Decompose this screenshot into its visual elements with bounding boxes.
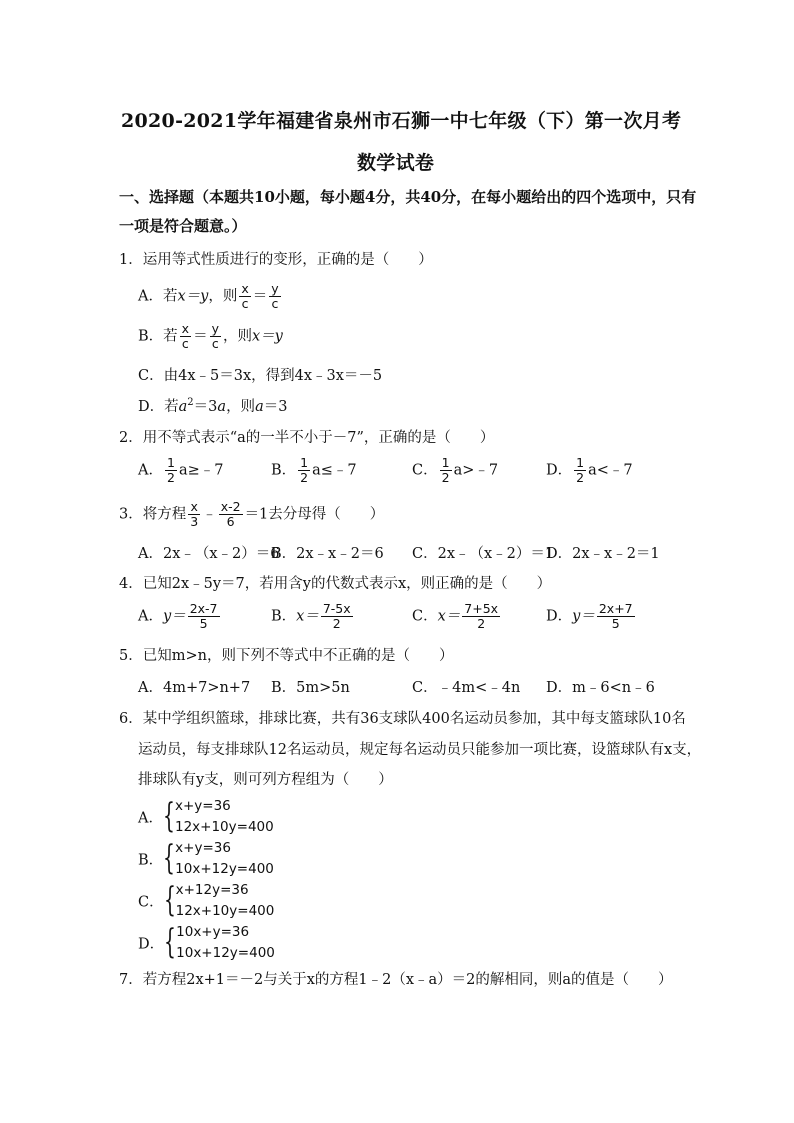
text: ＝3 xyxy=(193,399,218,415)
denominator: 2 xyxy=(332,615,341,631)
minus-sign: ﹣ xyxy=(202,506,217,523)
fraction xyxy=(597,602,635,631)
question-7-stem: 7．若方程2x+1＝－2与关于x的方程1﹣2（x﹣a）＝2的解相同，则a的值是（ ） xyxy=(119,972,673,988)
option-label: D． xyxy=(546,462,573,479)
option-label: C． xyxy=(138,894,164,911)
denominator: c xyxy=(211,335,219,351)
text: ＝1去分母得（ ） xyxy=(244,506,385,523)
document-title-line1: 2020-2021学年福建省泉州市石狮一中七年级（下）第一次月考 xyxy=(121,110,682,132)
question-6-line2: 运动员，每支排球队12名运动员，规定每名运动员只能参加一项比赛，设篮球队有x支， xyxy=(138,742,702,758)
equation: 10x+y=36 xyxy=(176,924,250,940)
denominator: 5 xyxy=(199,615,208,631)
denominator: 5 xyxy=(611,615,620,631)
equation: 10x+12y=400 xyxy=(176,945,275,961)
denominator: c xyxy=(181,335,189,351)
numerator: y xyxy=(271,281,279,296)
equation: x+y=36 xyxy=(174,798,231,814)
denominator: c xyxy=(241,295,249,311)
variable: a xyxy=(217,399,227,415)
fraction xyxy=(574,456,586,485)
equation-system xyxy=(164,922,275,964)
denominator: 2 xyxy=(300,469,309,485)
question-4-option-d xyxy=(546,602,637,631)
numerator: 7+5x xyxy=(464,601,499,616)
question-5-stem: 5．已知m>n，则下列不等式中不正确的是（ ） xyxy=(119,648,454,664)
denominator: 2 xyxy=(166,469,175,485)
question-3-option-a: A．2x﹣（x﹣2）＝6 xyxy=(138,546,280,562)
fraction xyxy=(180,322,191,351)
text: a≥﹣7 xyxy=(178,462,224,479)
numerator: x xyxy=(241,281,249,296)
denominator: c xyxy=(271,295,279,311)
fraction xyxy=(165,456,177,485)
denominator: 2 xyxy=(576,469,585,485)
option-label: A．若 xyxy=(138,288,178,305)
fraction xyxy=(321,602,353,631)
equation: x+12y=36 xyxy=(175,882,249,898)
question-2-stem: 2．用不等式表示“a的一半不小于－7”，正确的是（ ） xyxy=(119,430,495,446)
option-label: A． xyxy=(138,810,163,827)
numerator: 2x+7 xyxy=(598,601,633,616)
question-6-line3: 排球队有y支，则可列方程组为（ ） xyxy=(138,772,393,788)
question-6-option-c xyxy=(138,880,274,922)
exponent: 2 xyxy=(187,397,194,409)
equation: 12x+10y=400 xyxy=(174,819,274,835)
question-6-option-d xyxy=(138,922,275,964)
question-2-option-a xyxy=(138,456,223,485)
question-1-option-a xyxy=(138,282,283,311)
question-2-option-d xyxy=(546,456,633,485)
condition: x＝y xyxy=(177,288,209,305)
equation: 12x+10y=400 xyxy=(175,903,275,919)
variable: a xyxy=(178,399,188,415)
question-1-stem: 1．运用等式性质进行的变形，正确的是（ ） xyxy=(119,252,433,268)
connector: ，则 xyxy=(208,288,238,305)
numerator: 1 xyxy=(166,455,175,470)
fraction xyxy=(219,500,243,529)
numerator: x-2 xyxy=(220,499,241,514)
section-heading: 一、选择题（本题共10小题，每小题4分，共40分，在每小题给出的四个选项中，只有 xyxy=(119,188,697,206)
equation: x+y=36 xyxy=(175,840,231,856)
question-4-option-c xyxy=(412,602,502,631)
denominator: 6 xyxy=(226,513,235,529)
equation-system xyxy=(163,796,274,838)
equation-system xyxy=(163,838,274,880)
equation-system xyxy=(164,880,275,922)
question-5-option-d: D．m﹣6<n﹣6 xyxy=(546,680,655,696)
option-label: B． xyxy=(138,852,164,869)
section-heading-cont: 一项是符合题意。） xyxy=(119,217,247,235)
question-2-option-c xyxy=(412,456,498,485)
equation: 10x+12y=400 xyxy=(175,861,274,877)
numerator: 1 xyxy=(576,455,585,470)
question-3-option-c: C．2x﹣（x﹣2）＝1 xyxy=(412,546,555,562)
brace-icon: { xyxy=(164,922,177,962)
question-3-option-b: B．2x﹣x﹣2＝6 xyxy=(271,546,384,562)
question-4-stem: 4．已知2x﹣5y＝7，若用含y的代数式表示x，则正确的是（ ） xyxy=(119,576,552,592)
lhs: y＝ xyxy=(572,608,595,625)
connector: ，则 xyxy=(226,399,256,415)
question-6-option-b xyxy=(138,838,274,880)
fraction xyxy=(440,456,452,485)
denominator: 2 xyxy=(441,469,450,485)
lhs: y＝ xyxy=(162,608,186,625)
denominator: 2 xyxy=(477,615,486,631)
question-1-option-d xyxy=(138,395,287,416)
numerator: 7-5x xyxy=(322,601,351,616)
text: a<﹣7 xyxy=(588,462,633,479)
document-title-line2: 数学试卷 xyxy=(357,152,435,174)
text: ＝3 xyxy=(263,399,288,415)
numerator: 1 xyxy=(300,455,309,470)
lhs: x＝ xyxy=(296,608,319,625)
question-4-option-b xyxy=(271,602,355,631)
text: a≤﹣7 xyxy=(312,462,357,479)
option-label: D． xyxy=(546,608,573,625)
text: 3．将方程 xyxy=(119,506,187,523)
option-label: A． xyxy=(138,608,163,625)
question-3-option-d: D．2x﹣x﹣2＝1 xyxy=(546,546,660,562)
equals: ＝ xyxy=(193,328,208,345)
option-label: D． xyxy=(138,936,165,953)
brace-icon: { xyxy=(163,880,176,920)
fraction xyxy=(298,456,310,485)
text: a>﹣7 xyxy=(453,462,499,479)
question-5-option-c: C．﹣4m<﹣4n xyxy=(412,680,521,696)
option-label: B．若 xyxy=(138,328,178,345)
question-5-option-b: B．5m>5n xyxy=(271,680,350,696)
question-3-stem xyxy=(119,500,384,529)
question-2-option-b xyxy=(271,456,357,485)
option-label: B． xyxy=(271,608,297,625)
option-label: B． xyxy=(271,462,297,479)
question-5-option-a: A．4m+7>n+7 xyxy=(138,680,251,696)
question-1-option-c: C．由4x﹣5＝3x，得到4x﹣3x＝－5 xyxy=(138,368,383,384)
numerator: x xyxy=(181,321,190,336)
question-1-option-b xyxy=(138,322,283,351)
question-6-option-a xyxy=(138,796,274,838)
numerator: y xyxy=(211,321,219,336)
brace-icon: { xyxy=(162,796,175,836)
connector: ，则 xyxy=(222,328,252,345)
numerator: 1 xyxy=(441,455,450,470)
fraction xyxy=(239,282,250,311)
denominator: 3 xyxy=(190,513,199,529)
fraction xyxy=(188,500,200,529)
question-4-option-a xyxy=(138,602,222,631)
variable: a xyxy=(255,399,264,415)
fraction xyxy=(269,282,280,311)
fraction xyxy=(210,322,221,351)
numerator: 2x-7 xyxy=(189,601,218,616)
numerator: x xyxy=(188,500,200,515)
option-label: A． xyxy=(138,462,163,479)
question-6-line1: 6．某中学组织篮球，排球比赛，共有36支球队400名运动员参加，其中每支篮球队10名 xyxy=(119,711,686,727)
fraction xyxy=(188,602,220,631)
fraction xyxy=(462,602,500,631)
equals: ＝ xyxy=(252,288,268,305)
result: x＝y xyxy=(251,328,283,345)
lhs: x＝ xyxy=(437,608,461,625)
option-label: C． xyxy=(412,608,438,625)
option-label: D．若 xyxy=(138,399,179,415)
option-label: C． xyxy=(412,462,438,479)
brace-icon: { xyxy=(163,838,176,878)
